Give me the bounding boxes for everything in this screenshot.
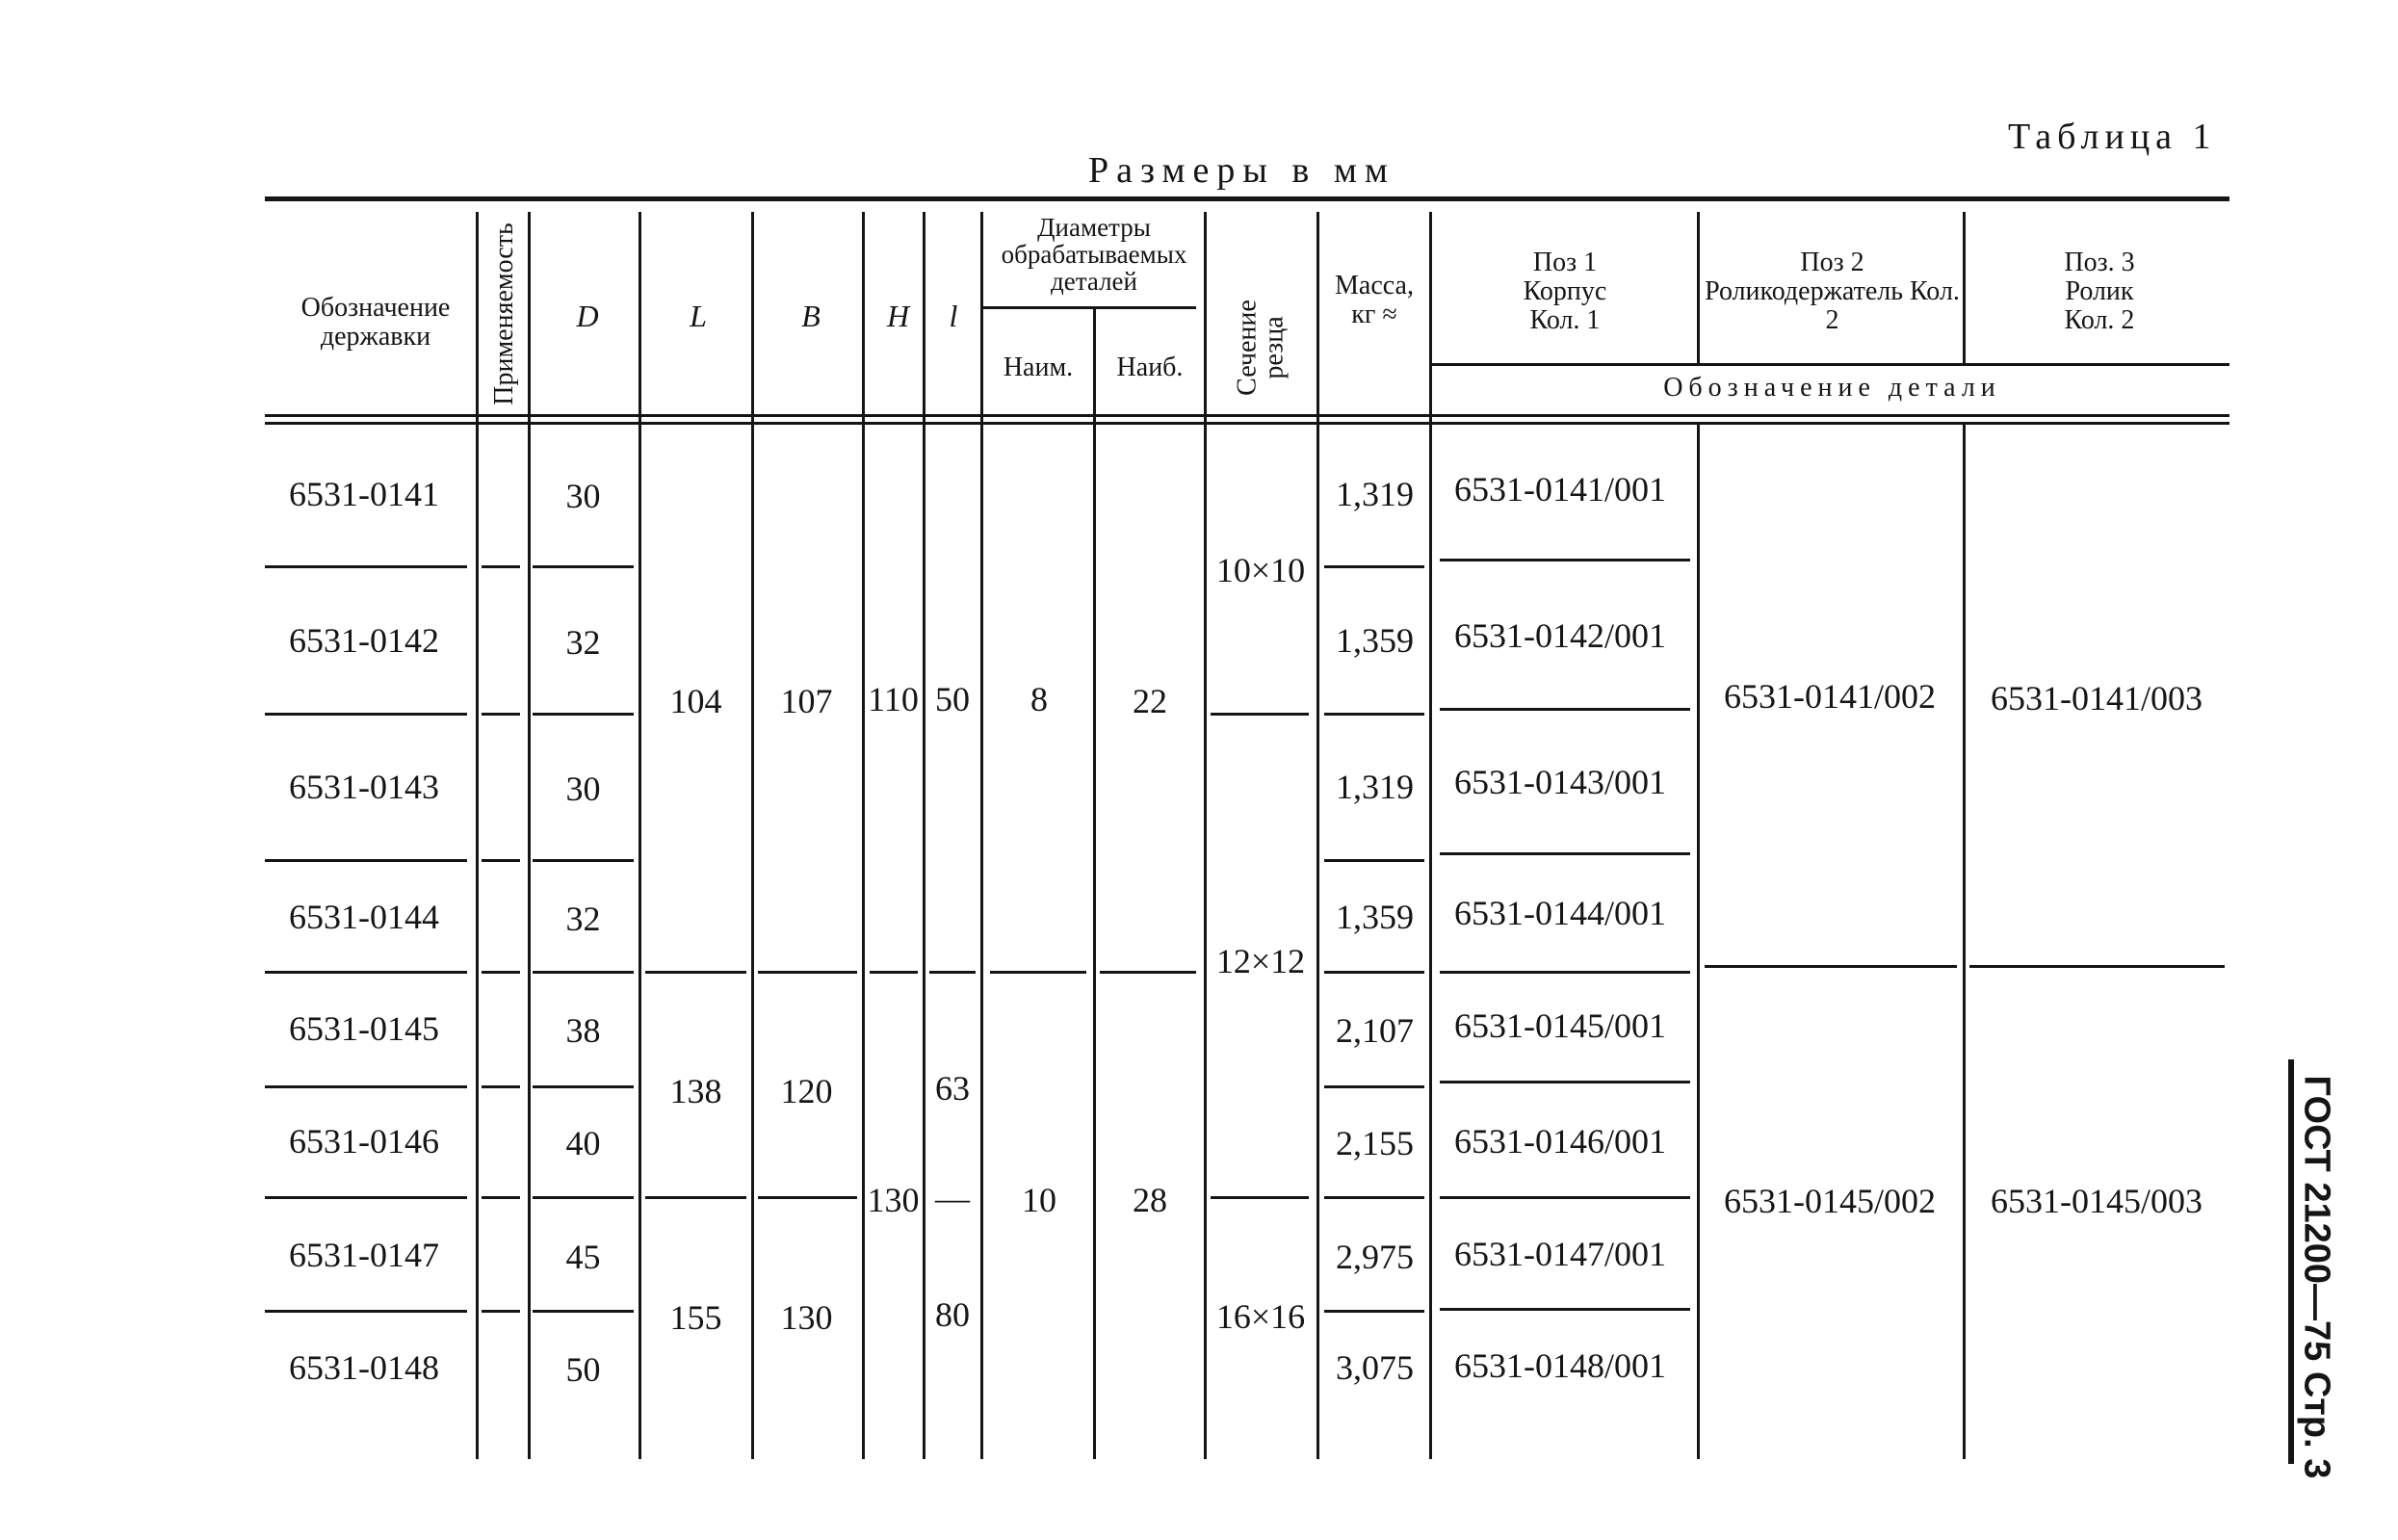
header-bottom-rule-2 [265, 422, 2229, 425]
pos1-sep-5 [1440, 1081, 1690, 1083]
mass-sep-3 [1324, 859, 1424, 862]
pos1-sep-3 [1440, 852, 1690, 855]
group-2-H: 130 [867, 1181, 920, 1219]
row-6-D: 40 [565, 1124, 601, 1162]
group-1-B: 107 [780, 682, 833, 720]
group-1-max: 22 [1133, 682, 1167, 720]
pos3-sep [1969, 965, 2225, 968]
L-sep-b [645, 1196, 746, 1199]
group-2-min: 10 [1022, 1181, 1056, 1219]
side-label-rule [2288, 1059, 2294, 1464]
col-divider-pos1-right-body [1697, 424, 1700, 1459]
col-divider-pos1-right [1697, 212, 1700, 364]
D-sep-3 [533, 859, 634, 862]
col-divider-applicability-right [528, 212, 531, 1459]
row-sep-4 [265, 971, 467, 974]
row-1-pos1: 6531-0141/001 [1454, 470, 1666, 509]
row-2-mass: 1,359 [1336, 621, 1414, 660]
header-D: D [576, 299, 599, 333]
pos1-sep-2 [1440, 708, 1690, 711]
row-4-pos1: 6531-0144/001 [1454, 894, 1666, 932]
row-1-D: 30 [565, 477, 601, 515]
row-4-D: 32 [565, 900, 601, 938]
row-7-D: 45 [565, 1238, 601, 1276]
appl-sep-7 [482, 1310, 520, 1313]
pos3-group-b: 6531-0145/003 [1991, 1182, 2203, 1220]
row-6-mass: 2,155 [1336, 1124, 1414, 1162]
l-dash: — [935, 1179, 970, 1217]
mass-sep-7 [1324, 1310, 1424, 1313]
appl-sep-4 [482, 971, 520, 974]
header-l: l [949, 299, 958, 333]
group-2-max: 28 [1133, 1181, 1167, 1219]
header-part-designation: Обозначение детали [1663, 373, 2001, 403]
appl-sep-6 [482, 1196, 520, 1199]
row-5-pos1: 6531-0145/001 [1454, 1006, 1666, 1045]
group-1-L: 104 [669, 682, 722, 720]
col-divider-diam-right [1204, 212, 1207, 1459]
row-3-D: 30 [565, 770, 601, 808]
pos2-sep [1705, 965, 1957, 968]
sec-sep-b [1211, 1196, 1309, 1199]
row-6-designation: 6531-0146 [289, 1122, 439, 1161]
col-divider-pos2-right-body [1963, 424, 1966, 1459]
row-sep-3 [265, 859, 467, 862]
appl-sep-3 [482, 859, 520, 862]
row-sep-6 [265, 1196, 467, 1199]
row-4-mass: 1,359 [1336, 898, 1414, 936]
header-designation: Обозначение державки [300, 293, 451, 352]
section-3: 16×16 [1215, 1297, 1306, 1336]
row-2-D: 32 [565, 623, 601, 662]
appl-sep-2 [482, 713, 520, 716]
header-pos3: Поз. 3 Ролик Кол. 2 [2064, 248, 2135, 335]
row-5-mass: 2,107 [1336, 1011, 1414, 1050]
row-1-mass: 1,319 [1336, 475, 1414, 513]
diam-header-rule [982, 306, 1196, 309]
B-sep-a [758, 971, 857, 974]
group-3-l: 80 [935, 1295, 970, 1334]
part-designation-rule [1432, 363, 2229, 366]
row-3-mass: 1,319 [1336, 768, 1414, 806]
header-mass: Масса, кг ≈ [1335, 271, 1414, 329]
header-H: H [886, 299, 910, 333]
units-caption: Размеры в мм [1088, 150, 1395, 191]
group-1-l: 50 [935, 680, 970, 718]
group-1-H: 110 [868, 680, 919, 718]
col-divider-applicability-left [476, 212, 479, 1459]
pos1-sep-4 [1440, 971, 1690, 974]
row-sep-2 [265, 713, 467, 716]
row-2-designation: 6531-0142 [289, 621, 439, 660]
side-label: ГОСТ 21200—75 Стр. 3 [2296, 1075, 2337, 1479]
row-4-designation: 6531-0144 [289, 898, 439, 936]
section-2: 12×12 [1215, 942, 1306, 980]
row-sep-7 [265, 1310, 467, 1313]
row-sep-5 [265, 1085, 467, 1088]
group-2-B: 120 [780, 1072, 833, 1110]
section-1: 10×10 [1215, 551, 1306, 589]
row-7-mass: 2,975 [1336, 1238, 1414, 1276]
row-1-designation: 6531-0141 [289, 475, 439, 513]
sec-sep-a [1211, 713, 1309, 716]
header-B: B [801, 299, 821, 333]
group-1-min: 8 [1030, 680, 1048, 718]
D-sep-1 [533, 565, 634, 568]
pos3-group-a: 6531-0141/003 [1991, 679, 2203, 718]
max-sep-a [1100, 971, 1196, 974]
mass-sep-2 [1324, 713, 1424, 716]
row-2-pos1: 6531-0142/001 [1454, 616, 1666, 655]
header-diam-min: Наим. [1003, 352, 1074, 382]
group-2-L: 138 [669, 1072, 722, 1110]
mass-sep-4 [1324, 971, 1424, 974]
header-pos1: Поз 1 Корпус Кол. 1 [1523, 248, 1607, 335]
min-sep-a [990, 971, 1086, 974]
row-3-designation: 6531-0143 [289, 768, 439, 806]
pos1-sep-6 [1440, 1196, 1690, 1199]
pos2-group-b: 6531-0145/002 [1724, 1182, 1936, 1220]
row-5-D: 38 [565, 1011, 601, 1050]
row-8-D: 50 [565, 1350, 601, 1389]
row-5-designation: 6531-0145 [289, 1009, 439, 1048]
appl-sep-5 [482, 1085, 520, 1088]
col-divider-B-right [862, 212, 865, 1459]
pos1-sep-7 [1440, 1308, 1690, 1311]
mass-sep-5 [1324, 1085, 1424, 1088]
col-divider-L-right [751, 212, 754, 1459]
l-sep-a [929, 971, 976, 974]
row-sep-1 [265, 565, 467, 568]
L-sep-a [645, 971, 746, 974]
row-8-mass: 3,075 [1336, 1348, 1414, 1387]
header-applicability: Применяемость [489, 222, 519, 405]
header-diameters: Диаметры обрабатываемых деталей [1001, 213, 1187, 296]
D-sep-5 [533, 1085, 634, 1088]
col-divider-H-right [923, 212, 925, 1459]
col-divider-mass-right [1429, 212, 1432, 1459]
mass-sep-6 [1324, 1196, 1424, 1199]
header-L: L [690, 299, 707, 333]
header-diam-max: Наиб. [1116, 352, 1184, 382]
header-pos2: Поз 2 Роликодержатель Кол. 2 [1705, 248, 1960, 335]
col-divider-l-right [980, 212, 983, 1459]
header-top-rule [265, 196, 2229, 201]
D-sep-6 [533, 1196, 634, 1199]
row-8-pos1: 6531-0148/001 [1454, 1346, 1666, 1385]
row-7-pos1: 6531-0147/001 [1454, 1235, 1666, 1273]
D-sep-2 [533, 713, 634, 716]
mass-sep-1 [1324, 565, 1424, 568]
row-7-designation: 6531-0147 [289, 1236, 439, 1274]
H-sep-a [870, 971, 918, 974]
row-6-pos1: 6531-0146/001 [1454, 1122, 1666, 1161]
header-section: Сечение резца [1232, 300, 1290, 396]
col-divider-min-right [1093, 308, 1096, 1459]
D-sep-7 [533, 1310, 634, 1313]
group-2-l: 63 [935, 1069, 970, 1108]
group-3-B: 130 [780, 1298, 833, 1337]
col-divider-section-right [1316, 212, 1319, 1459]
row-3-pos1: 6531-0143/001 [1454, 763, 1666, 801]
B-sep-b [758, 1196, 857, 1199]
appl-sep-1 [482, 565, 520, 568]
D-sep-4 [533, 971, 634, 974]
pos1-sep-1 [1440, 559, 1690, 561]
col-divider-pos2-right [1963, 212, 1966, 364]
group-3-L: 155 [669, 1298, 722, 1337]
table-label: Таблица 1 [2008, 117, 2217, 157]
row-8-designation: 6531-0148 [289, 1348, 439, 1387]
pos2-group-a: 6531-0141/002 [1724, 677, 1936, 716]
col-divider-D-right [639, 212, 641, 1459]
